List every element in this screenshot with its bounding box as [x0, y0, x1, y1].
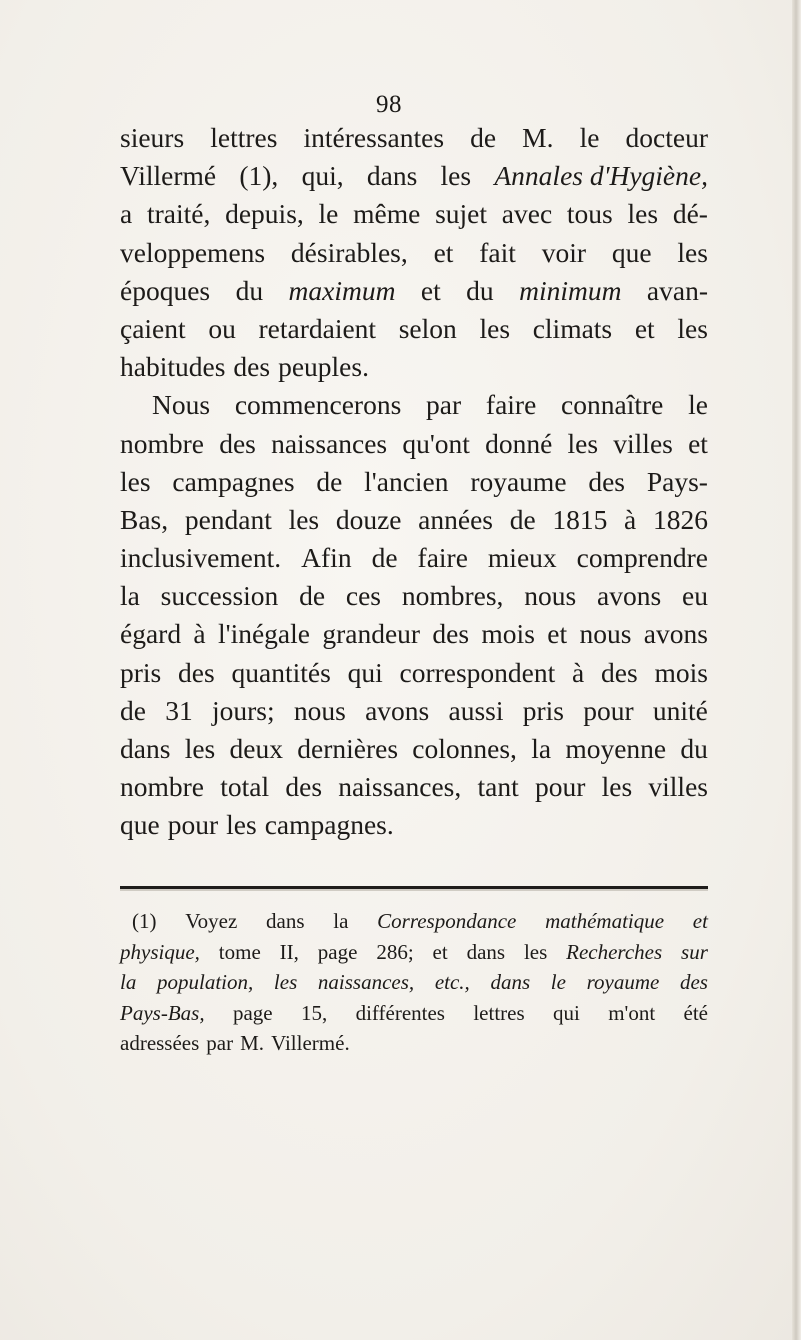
word: adressées: [120, 1031, 200, 1055]
word: intéressantes: [303, 122, 445, 153]
word: la: [120, 580, 140, 612]
word: douze: [335, 503, 402, 535]
word: Afin: [301, 542, 352, 574]
word: l'inégale: [217, 618, 310, 650]
word: pour: [534, 771, 586, 803]
word: et: [432, 939, 448, 964]
italic-title: population,: [157, 970, 254, 994]
word: des: [219, 427, 256, 459]
word: avec: [501, 198, 553, 230]
word: le: [579, 122, 600, 153]
word: des: [233, 351, 271, 383]
italic-title: mathématique: [545, 909, 665, 933]
word: même: [353, 198, 421, 230]
word: nombre: [120, 427, 205, 459]
footnote-line: [120, 998, 708, 1029]
italic-title: etc.,: [434, 970, 470, 994]
word: et: [634, 312, 655, 344]
word: que: [120, 809, 160, 841]
page-edge: [792, 0, 801, 1340]
word: (1),: [239, 160, 279, 192]
word: du: [680, 733, 708, 764]
days-count: 31: [165, 694, 193, 726]
text-line: [120, 234, 708, 272]
footnote-separator: [120, 886, 708, 889]
word: dans: [366, 160, 418, 192]
word: 286;: [376, 939, 414, 964]
word: pendant: [184, 503, 272, 535]
word: les: [677, 236, 708, 268]
word: docteur: [625, 122, 708, 153]
word: dé-: [672, 198, 708, 230]
word: à: [193, 618, 206, 650]
word: années: [418, 503, 493, 535]
word: avons: [643, 618, 708, 650]
text-line: [120, 615, 708, 653]
word: sujet: [435, 198, 488, 230]
word: faire: [485, 389, 537, 421]
word: campagnes.: [264, 809, 394, 841]
word: et: [547, 618, 568, 650]
word: nous: [293, 694, 346, 726]
word: mieux: [487, 542, 557, 574]
text-line: [120, 577, 708, 615]
word: climats: [532, 312, 613, 344]
main-text: [120, 119, 708, 845]
italic-title: physique,: [120, 939, 200, 964]
text-line: [120, 195, 708, 233]
word: M.: [240, 1031, 265, 1055]
word: retardaient: [258, 312, 377, 344]
word: villes: [613, 427, 673, 459]
word: été: [683, 1000, 708, 1025]
italic-title: Pays-Bas,: [120, 1000, 205, 1025]
word: à: [624, 503, 637, 535]
word: selon: [398, 312, 457, 344]
text-line: [120, 501, 708, 539]
text-line: [120, 806, 708, 844]
word: donné: [485, 427, 553, 459]
word: habitudes: [120, 351, 226, 383]
word: dans: [120, 733, 171, 764]
word: les: [601, 771, 633, 803]
footnote-line: [120, 1028, 708, 1059]
word: et: [420, 274, 441, 306]
text-line: [120, 463, 708, 501]
word: colonnes,: [412, 733, 517, 764]
word: connaître: [561, 389, 664, 421]
italic-title: Correspondance: [377, 909, 517, 933]
word: nombre: [120, 771, 205, 803]
word: Nous: [152, 389, 211, 421]
word: que: [611, 236, 652, 268]
word: grandeur: [322, 618, 421, 650]
word: royaume: [470, 465, 567, 497]
word: qui: [347, 656, 383, 688]
word: dans: [266, 909, 305, 933]
word: les: [440, 160, 472, 192]
word: les: [523, 939, 548, 964]
word: villes: [648, 771, 708, 803]
italic-title: des: [679, 970, 708, 994]
word: eu: [681, 580, 708, 612]
word: des: [178, 656, 215, 688]
word: les: [226, 809, 257, 841]
word: qui,: [301, 160, 344, 192]
word: commencerons: [234, 389, 402, 421]
word: de: [371, 542, 398, 574]
word: les: [567, 427, 599, 459]
word: les: [627, 198, 659, 230]
word: de: [470, 122, 497, 153]
page-number: 98: [376, 91, 402, 118]
word: pris: [120, 656, 162, 688]
footnote-line: [120, 906, 708, 937]
word: sieurs: [120, 122, 185, 153]
word: avons: [597, 580, 662, 612]
word: Bas,: [120, 503, 169, 535]
text-line: [120, 768, 708, 806]
word: l'ancien: [364, 465, 449, 497]
word: des: [432, 618, 470, 650]
word: campagnes: [172, 465, 295, 497]
word: II,: [279, 939, 299, 964]
word: pour: [167, 809, 219, 841]
word: égard: [120, 618, 182, 650]
word: mois: [481, 618, 535, 650]
word: mois: [654, 656, 708, 688]
word: ou: [208, 312, 236, 344]
text-line: [120, 692, 708, 730]
word: traité,: [146, 198, 211, 230]
footnote-marker: (1): [132, 909, 157, 933]
italic-title: Recherches: [566, 939, 663, 964]
word: Voyez: [185, 909, 238, 933]
word: lettres: [473, 1000, 525, 1025]
word: par: [426, 389, 462, 421]
word: Villermé.: [271, 1031, 350, 1055]
word: du: [235, 274, 264, 306]
word: Villermé: [120, 160, 217, 192]
year-start: 1815: [552, 503, 608, 535]
text-line: [120, 425, 708, 463]
text-line: [120, 654, 708, 692]
word: nous: [524, 580, 577, 612]
word: m'ont: [608, 1000, 656, 1025]
word: tous: [566, 198, 613, 230]
word: les: [288, 503, 320, 535]
word: à: [572, 656, 585, 688]
word: ces: [345, 580, 382, 612]
italic-title: les: [273, 970, 298, 994]
italic-title: le: [550, 970, 566, 994]
text-line: [120, 119, 708, 157]
word: pour: [583, 694, 634, 726]
year-end: 1826: [652, 503, 708, 535]
word: voir: [541, 236, 587, 268]
word: pris: [522, 694, 564, 726]
word: les: [677, 312, 708, 344]
word: total: [220, 771, 270, 803]
word: les: [479, 312, 511, 344]
footnote: [120, 906, 708, 1059]
text-line: [120, 348, 708, 386]
word: quantités: [231, 656, 331, 688]
word: désirables,: [290, 236, 408, 268]
word: de: [299, 580, 326, 612]
word: comprendre: [576, 542, 708, 574]
word: jours;: [211, 694, 275, 726]
word: naissances: [271, 427, 388, 459]
text-line: [120, 157, 708, 195]
word: le: [688, 389, 708, 421]
word: époques: [120, 274, 211, 306]
word: veloppemens: [120, 236, 266, 268]
word: différentes: [355, 1000, 445, 1025]
word: depuis,: [225, 198, 304, 230]
word: correspondent: [399, 656, 556, 688]
word: les: [184, 733, 216, 764]
word: avons: [365, 694, 430, 726]
word: tome: [218, 939, 261, 964]
italic-title: dans: [490, 970, 531, 994]
italic-title: naissances,: [317, 970, 415, 994]
word: çaient: [120, 312, 186, 344]
text-line: [120, 310, 708, 348]
word: dernières: [297, 733, 399, 764]
footnote-line: [120, 937, 708, 968]
word: et: [433, 236, 454, 268]
word: faire: [417, 542, 468, 574]
word: deux: [229, 733, 283, 764]
word: inclusivement.: [120, 542, 282, 574]
word: les: [120, 465, 151, 497]
word: 15,: [300, 1000, 328, 1025]
word: la: [531, 733, 552, 764]
text-line: [120, 539, 708, 577]
word: des: [285, 771, 323, 803]
word: M.: [522, 122, 554, 153]
word: nombres,: [401, 580, 504, 612]
maximum-term: maximum: [288, 274, 396, 306]
word: a: [120, 198, 133, 230]
text-line: [120, 386, 708, 424]
word: succession: [160, 580, 279, 612]
italic-title: la: [120, 970, 137, 994]
italic-title: sur: [681, 939, 708, 964]
word: unité: [652, 694, 708, 726]
word: par: [206, 1031, 234, 1055]
word: des: [601, 656, 638, 688]
text-line: [120, 730, 708, 768]
italic-title: et: [692, 909, 708, 933]
word: avan-: [646, 274, 708, 306]
word: page: [317, 939, 358, 964]
footnote-line: [120, 967, 708, 998]
word: nous: [579, 618, 632, 650]
word: lettres: [210, 122, 278, 153]
word: le: [318, 198, 339, 230]
word: naissances,: [338, 771, 462, 803]
word: moyenne: [565, 733, 667, 764]
word: de: [120, 694, 146, 726]
word: des: [588, 465, 626, 497]
word: de: [509, 503, 536, 535]
annales-title: Annales d'Hygiène,: [494, 160, 708, 192]
word: qu'ont: [402, 427, 470, 459]
word: page: [232, 1000, 273, 1025]
word: Pays-: [646, 465, 708, 497]
word: et: [688, 427, 708, 459]
word: qui: [553, 1000, 580, 1025]
text-line: [120, 272, 708, 310]
word: aussi: [448, 694, 504, 726]
word: la: [333, 909, 349, 933]
word: de: [316, 465, 343, 497]
word: dans: [466, 939, 506, 964]
word: peuples.: [278, 351, 369, 383]
word: du: [466, 274, 494, 306]
minimum-term: minimum: [519, 274, 622, 306]
word: fait: [479, 236, 516, 268]
italic-title: royaume: [586, 970, 660, 994]
word: tant: [477, 771, 519, 803]
